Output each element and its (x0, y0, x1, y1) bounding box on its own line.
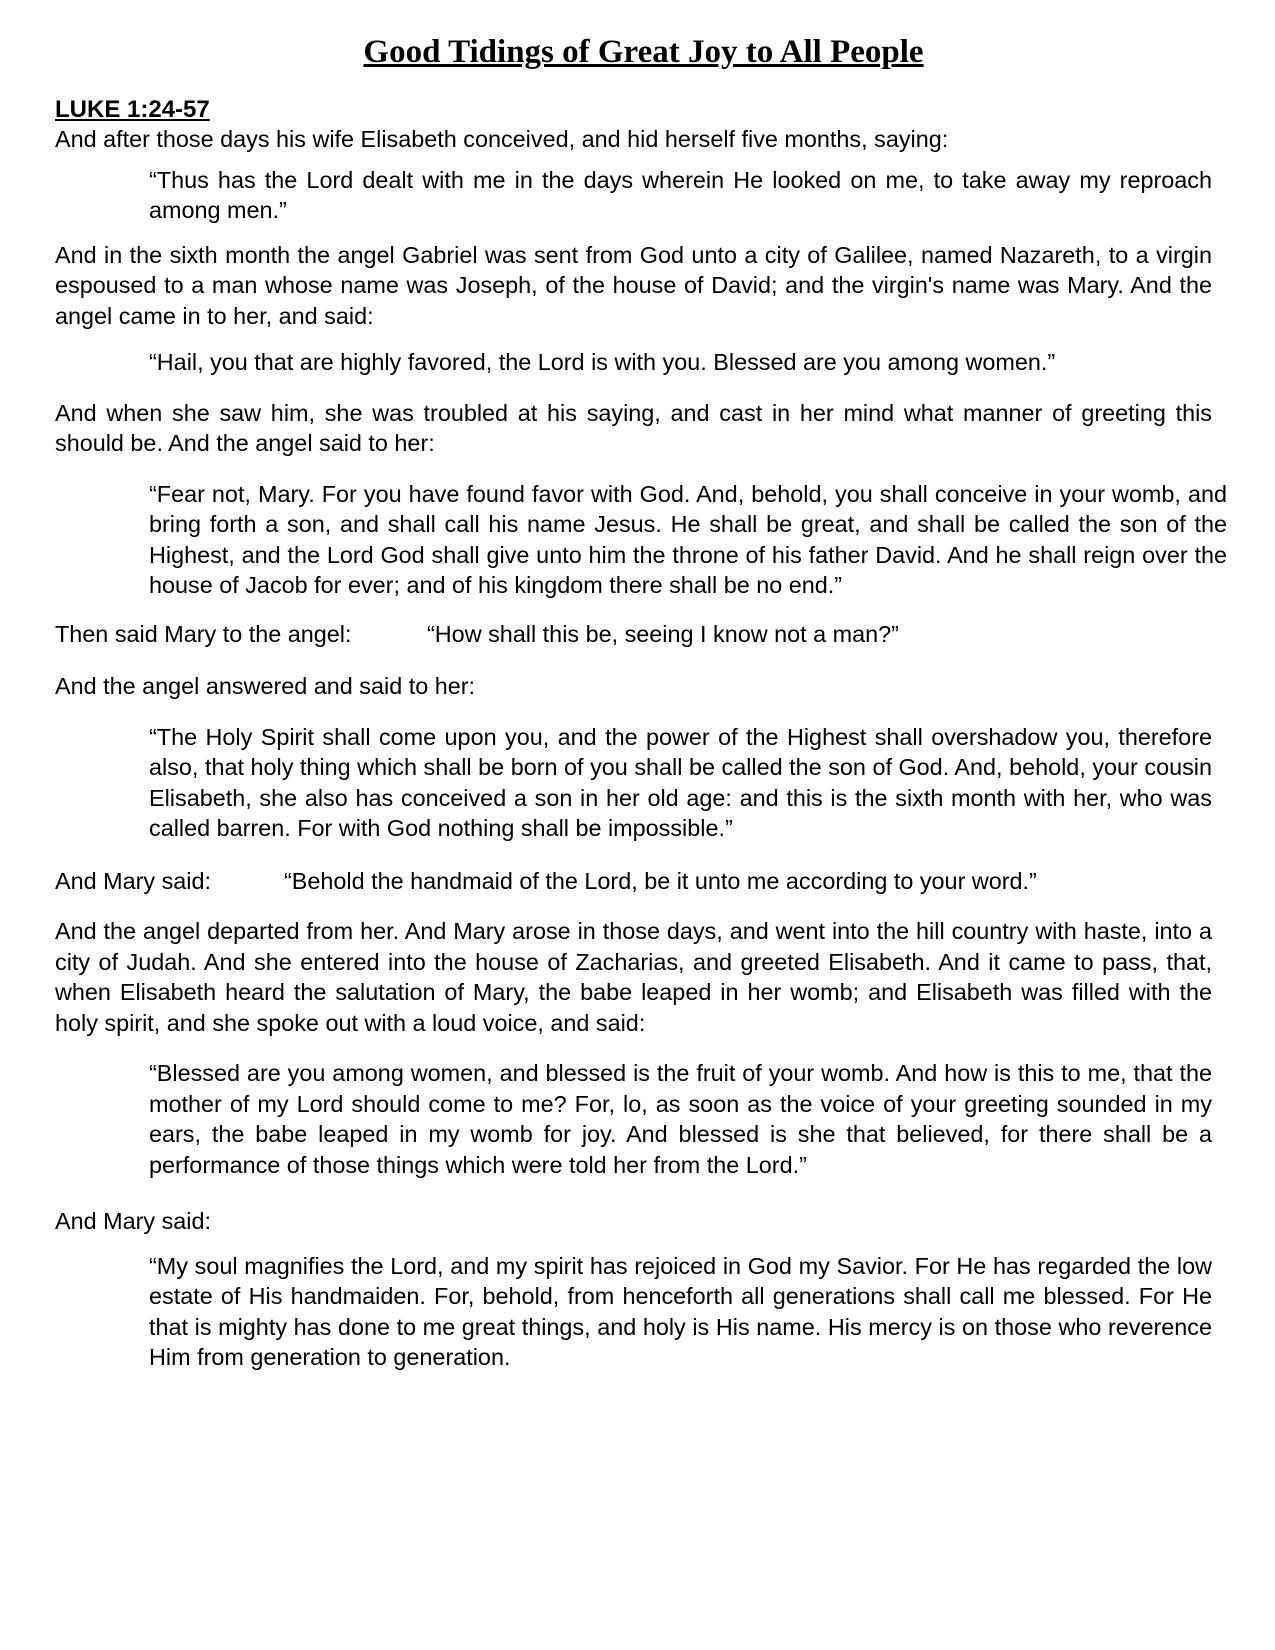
document-title: Good Tidings of Great Joy to All People (363, 34, 924, 70)
dialogue-quote-1: “How shall this be, seeing I know not a man?” (427, 620, 899, 647)
dialogue-lead-2: And Mary said: (55, 867, 212, 894)
quote-block-1: “Thus has the Lord dealt with me in the days wherein He looked on me, to take away my reproach among men.” (149, 166, 1212, 223)
narrative-paragraph-3: And when she saw him, she was troubled at his saying, and cast in her mind what manner of greeting this should be. And the angel said to her: (55, 399, 1212, 456)
narrative-paragraph-1: And after those days his wife Elisabeth conceived, and hid herself five months, saying: (55, 126, 949, 152)
dialogue-lead-1: Then said Mary to the angel: (55, 620, 352, 647)
quote-block-2: “Hail, you that are highly favored, the Lord is with you. Blessed are you among women.” (149, 349, 1056, 375)
narrative-paragraph-2: And in the sixth month the angel Gabriel was sent from God unto a city of Galilee, named Nazareth, to a virgin espoused to a man whose name was Joseph, of the house of David; and the virgin's name was Mary. And the angel came in to her, and said: (55, 241, 1212, 329)
dialogue-quote-2: “Behold the handmaid of the Lord, be it unto me according to your word.” (284, 867, 1037, 894)
narrative-paragraph-5: And the angel answered and said to her: (55, 673, 476, 699)
document-page (55, 24, 1227, 1373)
quote-block-8: “My soul magnifies the Lord, and my spirit has rejoiced in God my Savior. For He has regarded the low estate of His handmaiden. For, behold, from henceforth all generations shall call me blessed. For He that is mighty has done to me great things, and holy is His name. His mercy is on those who reverence Him from generation to generation. (149, 1252, 1212, 1370)
dialogue-line-1 (55, 619, 1212, 650)
quote-block-7: “Blessed are you among women, and blessed is the fruit of your womb. And how is this to me, that the mother of my Lord should come to me? For, lo, as soon as the voice of your greeting sounded in my ears, the babe leaped in my womb for joy. And blessed is she that believed, for there shall be a performance of those things which were told her from the Lord.” (149, 1060, 1212, 1178)
quote-block-5: “The Holy Spirit shall come upon you, and the power of the Highest shall overshadow you, therefore also, that holy thing which shall be born of you shall be called the son of God. And, behold, your cousin Elisabeth, she also has conceived a son in her old age: and this is the sixth month with her, who was called barren. For with God nothing shall be impossible.” (149, 723, 1212, 841)
narrative-paragraph-8: And Mary said: (55, 1208, 212, 1234)
quote-block-3: “Fear not, Mary. For you have found favor with God. And, behold, you shall conceive in your womb, and bring forth a son, and shall call his name Jesus. He shall be great, and shall be called the son of the Highest, and the Lord God shall give unto him the throne of his father David. And he shall reign over the house of Jacob for ever; and of his kingdom there shall be no end.” (149, 480, 1227, 598)
dialogue-line-2 (55, 866, 1212, 897)
narrative-paragraph-7: And the angel departed from her. And Mary arose in those days, and went into the hill country with haste, into a city of Judah. And she entered into the house of Zacharias, and greeted Elisabeth. And it came to pass, that, when Elisabeth heard the salutation of Mary, the babe leaped in her womb; and Elisabeth was filled with the holy spirit, and she spoke out with a loud voice, and said: (55, 918, 1212, 1036)
scripture-reference: LUKE 1:24-57 (55, 96, 210, 123)
